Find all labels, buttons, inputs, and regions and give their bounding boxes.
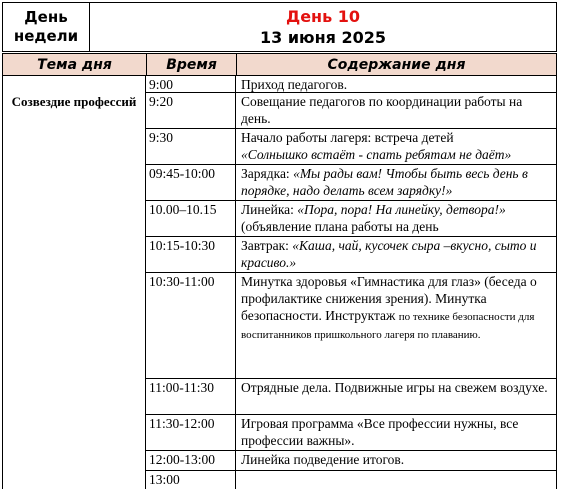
schedule-table (2, 76, 557, 489)
time-cell: 10.00–10.15 (146, 201, 236, 236)
table-row (146, 273, 557, 379)
date: 13 июня 2025 (259, 28, 387, 47)
content-text: Начало работы лагеря: встреча детей (241, 130, 454, 145)
table-row (146, 451, 557, 471)
column-header-theme: Тема дня (3, 54, 147, 75)
time-cell: 10:30-11:00 (146, 273, 236, 378)
content-tail: (объявление плана работы на день (241, 219, 439, 234)
table-row (146, 379, 557, 415)
content-cell (236, 471, 557, 489)
content-cell: Приход педагогов. (236, 76, 557, 92)
table-row (146, 415, 557, 451)
time-cell: 11:30-12:00 (146, 415, 236, 450)
content-cell (236, 237, 557, 272)
day-title-block (90, 3, 556, 51)
time-cell: 9:20 (146, 93, 236, 128)
time-cell: 13:00 (146, 471, 236, 489)
content-text: Зарядка: (241, 166, 294, 181)
time-cell: 09:45-10:00 (146, 165, 236, 200)
theme-text: Созвездие профессий (11, 94, 137, 109)
column-header-time: Время (147, 54, 237, 75)
day-header (2, 2, 557, 52)
table-row (146, 237, 557, 273)
time-cell: 10:15-10:30 (146, 237, 236, 272)
time-cell: 9:30 (146, 129, 236, 164)
table-row (146, 471, 557, 489)
content-cell: Игровая программа «Все профессии нужны, все профессии важны». (236, 415, 557, 450)
content-cell (236, 273, 557, 378)
content-cell (236, 165, 557, 200)
content-quote: «Пора, пора! На линейку, детвора!» (297, 202, 506, 217)
content-text: Минутка здоровья «Гимнастика для глаз» (беседа о профилактике снижения зрения). Минутка безопасности. Инструктаж (241, 274, 537, 323)
content-text: Линейка: (241, 202, 298, 217)
content-cell (236, 201, 557, 236)
content-text: Завтрак: (241, 238, 293, 253)
content-quote: «Солнышко встаёт - спать ребятам не даёт» (241, 147, 512, 162)
day-number: День 10 (285, 7, 361, 26)
time-cell: 11:00-11:30 (146, 379, 236, 414)
column-header-row (2, 53, 557, 76)
day-of-week-label: День недели (3, 3, 90, 51)
content-quote: «Каша, чай, кусочек сыра –вкусно, сыто и красиво.» (241, 238, 537, 270)
table-row (146, 76, 557, 93)
content-cell (236, 129, 557, 164)
content-cell: Совещание педагогов по координации работы на день. (236, 93, 557, 128)
table-row (146, 93, 557, 129)
table-row (146, 201, 557, 237)
theme-cell (2, 76, 146, 489)
content-quote: «Мы рады вам! Чтобы быть весь день в порядке, надо делать всем зарядку!» (241, 166, 528, 198)
time-cell: 12:00-13:00 (146, 451, 236, 470)
content-cell: Линейка подведение итогов. (236, 451, 557, 470)
content-cell: Отрядные дела. Подвижные игры на свежем воздухе. (236, 379, 557, 414)
time-cell: 9:00 (146, 76, 236, 92)
table-row (146, 129, 557, 165)
column-header-content: Содержание дня (327, 56, 466, 73)
table-row (146, 165, 557, 201)
content-small-text: по технике безопасности для воспитанников пришкольного лагеря по плаванию. (241, 311, 535, 341)
